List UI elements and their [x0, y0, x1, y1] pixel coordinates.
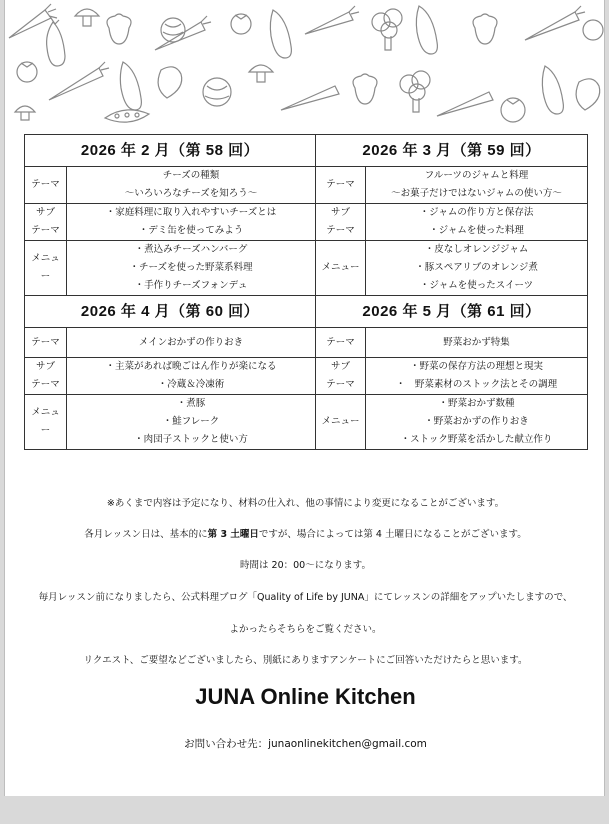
menu-item: ・野菜おかず数種: [438, 398, 515, 409]
lesson-schedule-table: [24, 134, 588, 450]
menu-item: ・肉団子ストックと使い方: [134, 434, 248, 445]
carrot-icon: [49, 62, 109, 100]
lesson-time-note: 時間は 20：00～になります。: [240, 560, 371, 571]
eggplant-icon: [416, 6, 437, 54]
cabbage-icon: [203, 78, 231, 106]
menu-cell: [67, 241, 316, 296]
theme-text: メインおかずの作りおき: [138, 336, 244, 348]
sub-theme-cell: [366, 358, 588, 395]
month-title: 2026 年 2 月（第 58 回）: [25, 135, 316, 167]
eggplant-icon: [120, 62, 141, 110]
lesson-day-text: 各月レッスン日は、基本的に: [84, 529, 208, 540]
disclaimer-note: ※あくまで内容は予定になり、材料の仕入れ、他の事情により変更になることがございます。: [106, 498, 505, 509]
sub-theme-cell: [67, 204, 316, 241]
menu-cell: [366, 241, 588, 296]
sub-theme-cell: [366, 204, 588, 241]
brand-title: JUNA Online Kitchen: [195, 684, 416, 709]
radish-icon: [158, 67, 182, 98]
sub-theme-row: [25, 204, 588, 241]
theme-cell: [67, 328, 316, 358]
carrot-icon: [9, 4, 57, 38]
theme-cell: [366, 328, 588, 358]
month-title: 2026 年 3 月（第 59 回）: [316, 135, 588, 167]
menu-label: メニュー: [25, 241, 67, 296]
vegetable-illustration-border: [5, 0, 605, 130]
menu-row: [25, 241, 588, 296]
sub-theme-label-line: サブ: [35, 207, 55, 218]
mushroom-icon: [15, 106, 35, 120]
menu-item: ・煮込みチーズハンバーグ: [134, 244, 248, 255]
theme-text: ～いろいろなチーズを知ろう～: [124, 188, 258, 199]
sub-theme-text: ・ 野菜素材のストック法とその調理: [395, 379, 558, 390]
blog-note-continued: よかったらそちらをご覧ください。: [229, 624, 382, 635]
pepper-icon: [107, 14, 131, 44]
schedule-header-row: [25, 296, 588, 328]
menu-item: ・ストック野菜を活かした献立作り: [400, 434, 553, 445]
carrot-icon: [281, 86, 339, 110]
menu-cell: [67, 395, 316, 450]
theme-text: チーズの種類: [162, 170, 220, 181]
sub-theme-text: ・野菜の保存方法の理想と現実: [410, 361, 544, 372]
theme-cell: [366, 167, 588, 204]
lesson-day-emphasis: 第 3 土曜日: [207, 529, 259, 540]
menu-row: [25, 395, 588, 450]
theme-text: ～お菓子だけではないジャムの使い方～: [391, 188, 562, 199]
sub-theme-label-line: サブ: [331, 361, 351, 372]
sub-theme-text: ・家庭料理に取り入れやすいチーズとは: [105, 207, 277, 218]
menu-item: ・チーズを使った野菜系料理: [129, 262, 253, 273]
broccoli-icon: [372, 9, 402, 50]
menu-item: ・煮豚: [176, 398, 206, 409]
sub-theme-label: [316, 204, 366, 241]
pepper-icon: [473, 14, 497, 44]
menu-label: メニュー: [25, 395, 67, 450]
carrot-icon: [155, 16, 211, 50]
sub-theme-label-line: テーマ: [326, 379, 355, 390]
tomato-icon: [231, 14, 251, 34]
theme-cell: [67, 167, 316, 204]
month-title: 2026 年 4 月（第 60 回）: [25, 296, 316, 328]
menu-item: ・ジャムを使ったスイーツ: [419, 280, 534, 291]
sub-theme-label-line: テーマ: [31, 379, 60, 390]
pepper-icon: [353, 74, 377, 104]
document-page: [4, 0, 605, 796]
eggplant-icon: [270, 10, 291, 58]
tomato-icon: [17, 62, 37, 82]
menu-item: ・野菜おかずの作りおき: [424, 416, 529, 427]
mushroom-icon: [75, 9, 99, 26]
schedule-header-row: [25, 135, 588, 167]
sub-theme-label-line: サブ: [331, 207, 351, 218]
sub-theme-text: ・冷蔵＆冷凍術: [157, 379, 225, 390]
sub-theme-row: [25, 358, 588, 395]
blog-note: 毎月レッスン前になりましたら、公式料理ブログ「Quality of Life by JUNA」にてレッスンの詳細をアップいたしますので、: [38, 592, 573, 603]
sub-theme-label-line: テーマ: [31, 225, 60, 236]
carrot-icon: [525, 6, 585, 40]
eggplant-icon: [47, 18, 65, 66]
radish-icon: [576, 79, 600, 110]
menu-item: ・皮なしオレンジジャム: [424, 244, 529, 255]
pea-icon: [105, 110, 149, 122]
theme-row: [25, 328, 588, 358]
theme-row: [25, 167, 588, 204]
eggplant-icon: [542, 66, 563, 114]
theme-label: テーマ: [316, 328, 366, 358]
theme-text: 野菜おかず特集: [443, 336, 510, 348]
sub-theme-text: ・デミ缶を使ってみよう: [138, 225, 244, 236]
sub-theme-cell: [67, 358, 316, 395]
tomato-icon: [501, 98, 525, 122]
theme-text: フルーツのジャムと料理: [424, 170, 529, 181]
carrot-icon: [437, 92, 493, 116]
lesson-day-text: ですが、場合によっては第 4 土曜日になることがございます。: [258, 529, 527, 540]
menu-label: メニュー: [316, 395, 366, 450]
request-note: リクエスト、ご要望などございましたら、別紙にありますアンケートにご回答いただけたらと思います。: [83, 655, 528, 666]
contact-info: お問い合わせ先：junaonlinekitchen@gmail.com: [184, 738, 427, 750]
theme-label: テーマ: [25, 167, 67, 204]
month-title: 2026 年 5 月（第 61 回）: [316, 296, 588, 328]
theme-label: テーマ: [316, 167, 366, 204]
broccoli-icon: [400, 71, 430, 112]
sub-theme-text: ・ジャムの作り方と保存法: [419, 207, 534, 218]
sub-theme-text: ・主菜があれば晩ごはん作りが楽になる: [105, 361, 277, 372]
sub-theme-label: [316, 358, 366, 395]
menu-cell: [366, 395, 588, 450]
lesson-day-note: [5, 526, 605, 540]
sub-theme-text: ・ジャムを使った料理: [429, 225, 524, 236]
menu-item: ・豚スペアリブのオレンジ煮: [415, 262, 538, 273]
mushroom-icon: [249, 65, 273, 82]
sub-theme-label-line: テーマ: [326, 225, 355, 236]
sub-theme-label-line: サブ: [35, 361, 55, 372]
menu-item: ・手作りチーズフォンデュ: [134, 280, 248, 291]
menu-label: メニュー: [316, 241, 366, 296]
carrot-icon: [305, 6, 359, 34]
menu-item: ・鮭フレーク: [162, 416, 220, 427]
sub-theme-label: [25, 204, 67, 241]
sub-theme-label: [25, 358, 67, 395]
tomato-icon: [583, 20, 603, 40]
theme-label: テーマ: [25, 328, 67, 358]
